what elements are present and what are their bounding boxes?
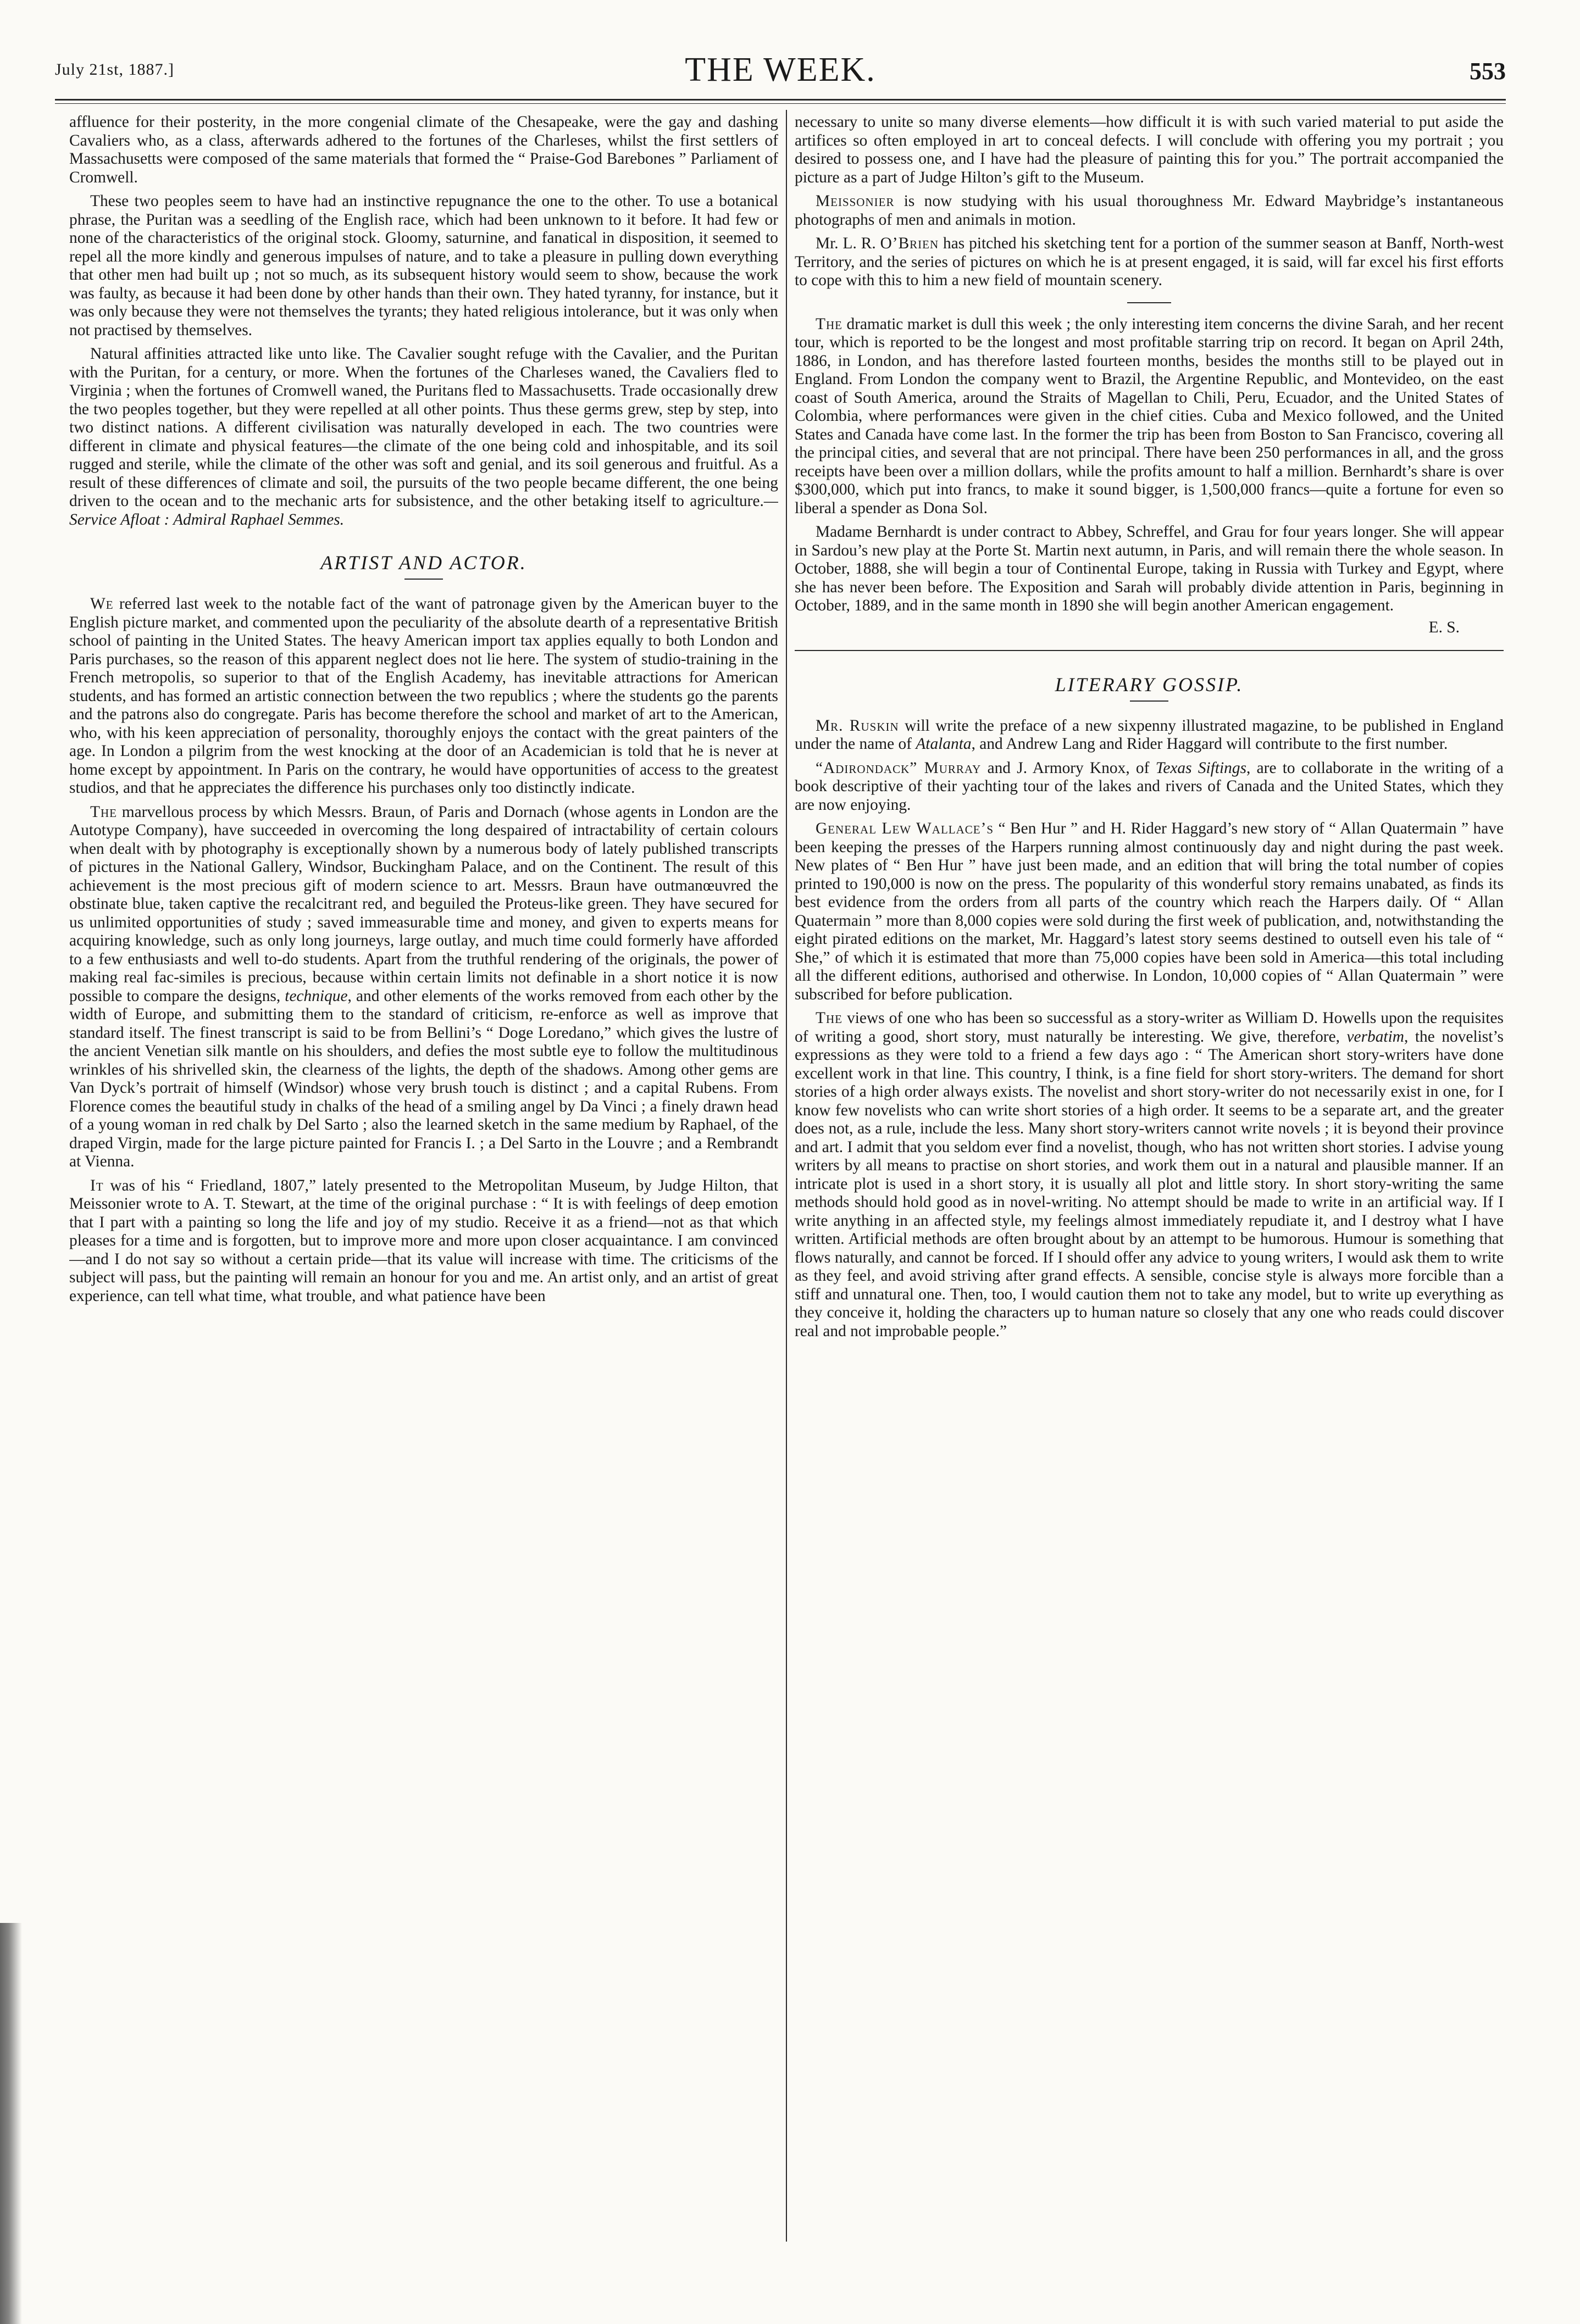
- paragraph: [69, 595, 778, 798]
- column-divider: [786, 110, 787, 2242]
- paragraph: [795, 717, 1504, 754]
- paragraph-text: and J. Armory Knox, of: [981, 759, 1156, 777]
- header-rule-bottom: [55, 103, 1506, 104]
- paragraph: necessary to unite so many diverse elements—how difficult it is with such varied material to put aside the artifices so often employed in art to conceal defects. I will conclude with offering you my portrait ; you desired to possess one, and I have had the pleasure of painting this for you.” The portrait accompanied the picture as a part of Judge Hilton’s gift to the Museum.: [795, 113, 1504, 186]
- section-rule: [404, 579, 443, 580]
- paragraph: These two peoples seem to have had an instinctive repugnance the one to the other. To use a botanical phrase, the Puritan was a seedling of the English race, which had been unknown to it before. It had few or none of the characteristics of the original stock. Gloomy, saturnine, and fanatical in disposition, it seemed to repel all the more kindly and generous impulses of nature, and to take a pleasure in pulling down everything that other men had built up ; not so much, as its subsequent history would seem to show, because the work was faulty, as because it had been done by other hands than their own. They hated tyranny, for instance, but it was only because they were not themselves the tyrants; they hated religious intolerance, but it was only when not practised by themselves.: [69, 192, 778, 339]
- italic-title: Atalanta: [916, 735, 972, 753]
- section-heading-literary-gossip: LITERARY GOSSIP.: [1055, 673, 1244, 696]
- italic-term: technique: [285, 987, 348, 1005]
- paragraph-text: Natural affinities attracted like unto like. The Cavalier sought refuge with the Cavalier, and the Puritan with the Puritan, for a century, or more. When the fortunes of the Charleses waned, the Cavaliers fled to Virginia ; when the fortunes of Cromwell waned, the Puritans fled to Massachusetts. Trade occasionally drew the two peoples together, but they were repelled at all other points. Thus these germs grew, step by step, into two distinct nations. A different civilisation was naturally developed in each. The two countries were different in climate and physical features—the climate of the one being cold and inhospitable, and its soil rugged and sterile, while the climate of the other was soft and genial, and its soil generous and fruitful. As a result of these differences of climate and soil, the pursuits of the two people became different, the one being driven to the ocean and to the mechanic arts for subsistence, and the other betaking itself to agriculture.: [69, 345, 778, 510]
- paragraph: [795, 235, 1504, 290]
- publication-title: THE WEEK.: [685, 51, 876, 88]
- right-column: [795, 113, 1504, 2256]
- italic-term: verbatim: [1346, 1027, 1404, 1046]
- header-rule-top: [55, 99, 1506, 101]
- paragraph: affluence for their posterity, in the more congenial climate of the Chesapeake, were the gay and dashing Cavaliers who, as a class, afterwards adhered to the fortunes of the Charleses, whilst the first settlers of Massachusetts were composed of the same materials that formed the “ Praise-God Barebones ” Parliament of Cromwell.: [69, 113, 778, 186]
- lead-word: O’Brien: [880, 235, 939, 252]
- paragraph: Madame Bernhardt is under contract to Abbey, Schreffel, and Grau for four years longer. She will appear in Sardou’s new play at the Porte St. Martin next autumn, in Paris, and will remain there the whole season. In October, 1888, she will begin a tour of Continental Europe, taking in Russia with Turkey and Egypt, where she has never been before. The Exposition and Sarah will probably divide attention in Paris, beginning in October, 1889, and in the same month in 1890 she will begin another American engagement.: [795, 523, 1504, 614]
- lead-word: General Lew Wallace’s: [816, 820, 994, 837]
- section-rule: [1130, 700, 1168, 702]
- lead-word: The: [816, 1009, 842, 1027]
- paragraph-text: “ Ben Hur ” and H. Rider Haggard’s new story of “ Allan Quatermain ” have been keeping the presses of the Harpers running almost continuously day and night during the past week. New plates of “ Ben Hur ” have just been made, and an edition that will bring the total number of copies printed to 190,000 is now on the press. The popularity of this wonderful story remains unabated, as finds its best evidence from the orders from all parts of the country which reach the Harpers daily. Of “ Allan Quatermain ” more than 8,000 copies were sold during the first week of publication, and, notwithstanding the eight pirated editions on the market, Mr. Haggard’s latest story seems destined to outsell even his tale of “ She,” of which it is estimated that more than 75,000 copies have been sold in America—this total including all the different editions, authorised and otherwise. In London, 10,000 copies of “ Allan Quatermain ” were subscribed for before publication.: [795, 820, 1504, 1003]
- paragraph: [69, 1177, 778, 1306]
- paragraph-text: Mr. L. R.: [816, 235, 880, 252]
- issue-date: July 21st, 1887.]: [55, 60, 175, 79]
- paragraph: [69, 803, 778, 1171]
- paragraph: [795, 759, 1504, 815]
- paragraph-text: referred last week to the notable fact of the want of patronage given by the American buyer to the English picture market, and commented upon the peculiarity of the absolute dearth of a representative British school of painting in the United States. The heavy American import tax applies equally to both London and Paris purchases, so the reason of this apparent neglect does not lie here. The system of studio-training in the French metropolis, so superior to that of the English Academy, has inevitable attractions for American students, and has formed an artistic connection between the two republics ; where the students go the parents and the patrons also do congregate. Paris has become therefore the school and market of art to the American, who, with his keen appreciation of personality, thoroughly enjoys the contact with the great painters of the age. In London a pilgrim from the west knocking at the door of an Academician is told that he is never at home except by appointment. In Paris on the contrary, he would have opportunities of access to the greatest studios, and that he appreciates the difference his purchases only too distinctly indicate.: [69, 595, 778, 797]
- separator-rule: [1127, 302, 1171, 303]
- paragraph-text: will write the preface of a new sixpenny illustrated magazine, to be published in England under the name of: [795, 716, 1504, 753]
- page-header: [55, 53, 1506, 97]
- source-citation: —Service Afloat : Admiral Raphael Semmes.: [69, 492, 778, 529]
- lead-word: The: [816, 315, 842, 333]
- left-column: [69, 113, 778, 2256]
- paragraph: [795, 192, 1504, 229]
- author-signature: E. S.: [1428, 618, 1460, 636]
- paragraph: [69, 345, 778, 529]
- paragraph-text: marvellous process by which Messrs. Braun, of Paris and Dornach (whose agents in London are the Autotype Company), have succeeded in overcoming the long despaired of intractability of certain colours when dealt with by photography is exceptionally shown by a numerous body of lately published transcripts of pictures in the National Gallery, Windsor, Buckingham Palace, and on the Continent. The result of this achievement is the most precious gift of modern science to art. Messrs. Braun have outmanœuvred the obstinate blue, taken captive the recalcitrant red, and beguiled the Proteus-like green. They have secured for us unlimited opportunities of study ; saved immeasurable time and money, and given to experts means for acquiring knowledge, such as only long journeys, large outlay, and much time could formerly have afforded to a few enthusiasts and well to-do students. Apart from the truthful rendering of the originals, the power of making real fac-similes is precious, because within certain limits not definable in a short notice it is now possible to compare the designs,: [69, 803, 778, 1005]
- binding-shadow: [0, 1923, 22, 2324]
- paragraph-text: , and Andrew Lang and Rider Haggard will contribute to the first number.: [971, 735, 1448, 753]
- lead-word: We: [90, 595, 114, 613]
- paragraph-text: , are to collaborate in the writing of a book descriptive of their yachting tour of the lakes and rivers of Canada and the United States, which they are now enjoying.: [795, 759, 1504, 814]
- lead-word: It: [90, 1176, 104, 1194]
- lead-word: Meissonier: [816, 192, 895, 210]
- paragraph: [795, 820, 1504, 1004]
- paragraph: [795, 1009, 1504, 1341]
- lead-word: Mr. Ruskin: [816, 716, 899, 735]
- paragraph-text: , and other elements of the works removed from each other by the width of Europe, and submitting them to the standard of criticism, re-enforce as well as improve that standard itself. The finest transcript is said to be from Bellini’s “ Doge Loredano,” which gives the lustre of the ancient Venetian silk mantle on his shoulders, and defies the most subtle eye to follow the multitudinous wrinkles of his shrivelled skin, the clearness of the lights, the depth of the shadows. Among other gems are Van Dyck’s portrait of himself (Windsor) whose very brush touch is distinct ; and a capital Rubens. From Florence comes the beautiful study in chalks of the head of a smiling angel by Da Vinci ; a finely drawn head of a young woman in red chalk by Del Sarto ; also the learned sketch in the same medium by Raphael, of the draped Virgin, made for the large picture painted for Francis I. ; a Del Sarto in the Louvre ; and a Rembrandt at Vienna.: [69, 987, 778, 1170]
- paragraph-text: views of one who has been so successful as a story-writer as William D. Howells upon the requisites of writing a good, short story, must naturally be interesting. We give, therefore,: [795, 1009, 1504, 1046]
- section-heading-artist-and-actor: ARTIST AND ACTOR.: [320, 552, 527, 574]
- paragraph-text: has pitched his sketching tent for a portion of the summer season at Banff, North-west Territory, and the series of pictures on which he is at present engaged, it is said, will far excel his first efforts to cope with this to him a new field of mountain scenery.: [795, 235, 1504, 289]
- paragraph: [795, 315, 1504, 518]
- separator-rule-long: [795, 650, 1504, 651]
- lead-word: “Adirondack” Murray: [816, 759, 982, 777]
- paragraph-text: dramatic market is dull this week ; the only interesting item concerns the divine Sarah, and her recent tour, which is reported to be the longest and most profitable starring trip on record. It began on April 24th, 1886, in London, and has therefore lasted fourteen months, besides the months still to be played out in England. From London the company went to Brazil, the Argentine Republic, and Montevideo, on the east coast of South America, around the Straits of Magellan to Chili, Peru, Ecuador, and the United States of Colombia, where performances were given in the chief cities. Cuba and Mexico followed, and the United States and Canada have come last. In the former the trip has been from Boston to San Francisco, covering all the principal cities, and several that are not principal. There have been 250 performances in all, and the gross receipts have been over a million dollars, while the profits amount to half a million. Bernhardt’s share is over $300,000, which put into francs, to make it sound bigger, is 1,500,000 francs—quite a fortune for even so liberal a spender as Dona Sol.: [795, 315, 1504, 517]
- paragraph-text: , the novelist’s expressions as they were told to a friend a few days ago : “ The American short story-writers have done excellent work in that line. This country, I think, is a fine field for short story-writers. The demand for short stories of a high order always exists. The novelist and short story-writer do not necessarily exist in one, for I know few novelists who can write short stories of a high order. It seems to be a separate art, and the greater does not, as a rule, include the less. Many short story-writers cannot write novels ; it is beyond their province and art. I admit that you seldom ever find a novelist, though, who has not written short stories. I advise young writers by all means to practise on short stories, and work them out in a natural and plausible manner. If an intricate plot is used in a short story, it is usually all plot and little story. In short story-writing the same methods should hold good as in novel-writing. No attempt should be made to write in an artificial way. If I write anything in an affected style, my feelings almost immediately repudiate it, and I destroy what I have written. Artificial methods are often brought about by an attempt to be humorous. Humour is something that flows naturally, and cannot be forced. If I should offer any advice to young writers, I would ask them to write as they feel, and avoid striving after grand effects. A sensible, concise style is always more forcible than a stiff and unnatural one. Then, too, I would caution them not to take any model, but to write up everything as they conceive it, holding the characters up to human nature so closely that any one who reads could discover real and not improbable people.”: [795, 1027, 1504, 1340]
- italic-title: Texas Siftings: [1155, 759, 1247, 777]
- paragraph-text: is now studying with his usual thoroughness Mr. Edward Maybridge’s instantaneous photographs of men and animals in motion.: [795, 192, 1504, 229]
- paragraph-text: was of his “ Friedland, 1807,” lately presented to the Metropolitan Museum, by Judge Hilton, that Meissonier wrote to A. T. Stewart, at the time of the original purchase : “ It is with feelings of deep emotion that I part with a painting so long the life and joy of my studio. Receive it as a friend—not as that which pleases for a time and is forgotten, but to improve more and more upon closer acquaintance. I am convinced—and I do not say so without a certain pride—that its value will increase with time. The criticisms of the subject will pass, but the painting will remain an honour for you and me. An artist only, and an artist of great experience, can tell what time, what trouble, and what patience have been: [69, 1176, 778, 1305]
- page-number: 553: [1470, 58, 1506, 85]
- lead-word: The: [90, 803, 117, 821]
